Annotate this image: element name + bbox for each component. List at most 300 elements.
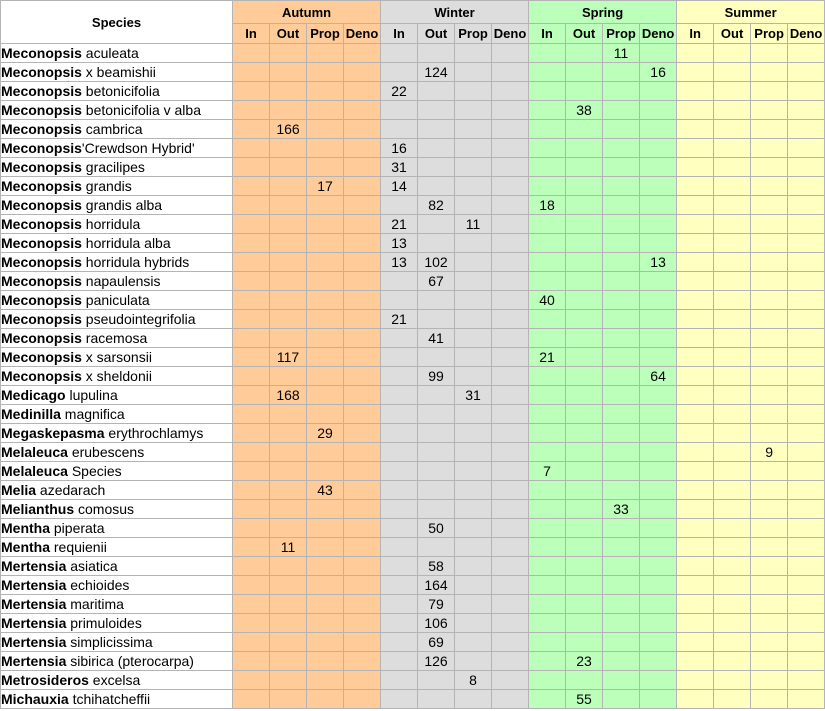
- subcolumn-header-summer-deno: Deno: [788, 24, 825, 44]
- value-cell-autumn-out: [270, 63, 307, 82]
- table-row: [1, 291, 825, 310]
- table-row: [1, 215, 825, 234]
- genus-name: Meconopsis: [1, 216, 82, 232]
- value-cell-spring-prop: [603, 348, 640, 367]
- value-cell-summer-in: [677, 557, 714, 576]
- value-cell-winter-deno: [492, 329, 529, 348]
- value-cell-summer-prop: [751, 519, 788, 538]
- value-cell-summer-deno: [788, 576, 825, 595]
- value-cell-summer-in: [677, 63, 714, 82]
- value-cell-spring-prop: [603, 538, 640, 557]
- species-epithet: piperata: [50, 520, 105, 536]
- value-cell-summer-in: [677, 253, 714, 272]
- value-cell-summer-out: [714, 671, 751, 690]
- value-cell-spring-out: [566, 272, 603, 291]
- value-cell-spring-in: 7: [529, 462, 566, 481]
- genus-name: Meconopsis: [1, 121, 82, 137]
- species-epithet: horridula: [81, 216, 141, 232]
- value-cell-winter-deno: [492, 443, 529, 462]
- value-cell-spring-deno: [640, 139, 677, 158]
- species-epithet: magnifica: [60, 406, 125, 422]
- value-cell-autumn-prop: [307, 557, 344, 576]
- value-cell-winter-out: [418, 386, 455, 405]
- value-cell-winter-out: 79: [418, 595, 455, 614]
- value-cell-autumn-deno: [344, 101, 381, 120]
- value-cell-summer-in: [677, 576, 714, 595]
- value-cell-summer-prop: [751, 652, 788, 671]
- value-cell-autumn-deno: [344, 557, 381, 576]
- value-cell-autumn-out: 168: [270, 386, 307, 405]
- value-cell-winter-prop: [455, 196, 492, 215]
- value-cell-winter-in: [381, 63, 418, 82]
- value-cell-autumn-deno: [344, 443, 381, 462]
- value-cell-winter-in: [381, 272, 418, 291]
- value-cell-spring-out: [566, 177, 603, 196]
- value-cell-winter-prop: [455, 367, 492, 386]
- value-cell-autumn-out: [270, 291, 307, 310]
- value-cell-winter-in: [381, 329, 418, 348]
- value-cell-spring-out: [566, 405, 603, 424]
- species-epithet: pseudointegrifolia: [81, 311, 196, 327]
- value-cell-summer-deno: [788, 367, 825, 386]
- value-cell-spring-out: [566, 538, 603, 557]
- subcolumn-header-spring-prop: Prop: [603, 24, 640, 44]
- table-row: [1, 367, 825, 386]
- value-cell-spring-out: [566, 595, 603, 614]
- genus-name: Michauxia: [1, 691, 69, 707]
- value-cell-winter-prop: [455, 481, 492, 500]
- subcolumn-header-autumn-in: In: [233, 24, 270, 44]
- species-name-cell: [1, 196, 233, 215]
- value-cell-autumn-prop: [307, 234, 344, 253]
- value-cell-winter-in: [381, 595, 418, 614]
- value-cell-winter-in: [381, 462, 418, 481]
- table-row: [1, 614, 825, 633]
- value-cell-spring-in: [529, 557, 566, 576]
- value-cell-spring-prop: [603, 443, 640, 462]
- value-cell-autumn-in: [233, 196, 270, 215]
- genus-name: Meconopsis: [1, 273, 82, 289]
- value-cell-autumn-out: [270, 519, 307, 538]
- value-cell-autumn-in: [233, 386, 270, 405]
- value-cell-winter-in: [381, 538, 418, 557]
- value-cell-winter-deno: [492, 500, 529, 519]
- value-cell-summer-in: [677, 405, 714, 424]
- value-cell-summer-in: [677, 82, 714, 101]
- value-cell-summer-deno: [788, 291, 825, 310]
- table-row: [1, 671, 825, 690]
- species-epithet: maritima: [66, 596, 124, 612]
- value-cell-autumn-deno: [344, 63, 381, 82]
- species-name-cell: [1, 576, 233, 595]
- value-cell-winter-deno: [492, 614, 529, 633]
- value-cell-summer-in: [677, 671, 714, 690]
- species-name-cell: [1, 595, 233, 614]
- species-epithet: x sarsonsii: [81, 349, 152, 365]
- value-cell-autumn-prop: [307, 82, 344, 101]
- value-cell-summer-out: [714, 215, 751, 234]
- table-row: [1, 82, 825, 101]
- species-name-cell: [1, 500, 233, 519]
- value-cell-winter-out: [418, 44, 455, 63]
- value-cell-winter-deno: [492, 196, 529, 215]
- value-cell-autumn-in: [233, 139, 270, 158]
- subcolumn-header-spring-in: In: [529, 24, 566, 44]
- value-cell-spring-in: [529, 595, 566, 614]
- value-cell-autumn-prop: 43: [307, 481, 344, 500]
- value-cell-winter-deno: [492, 272, 529, 291]
- value-cell-summer-in: [677, 443, 714, 462]
- value-cell-autumn-deno: [344, 272, 381, 291]
- value-cell-autumn-in: [233, 557, 270, 576]
- value-cell-spring-out: [566, 443, 603, 462]
- value-cell-autumn-in: [233, 424, 270, 443]
- species-name-cell: [1, 348, 233, 367]
- value-cell-spring-deno: 16: [640, 63, 677, 82]
- species-epithet: betonicifolia v alba: [81, 102, 201, 118]
- value-cell-autumn-prop: 17: [307, 177, 344, 196]
- value-cell-autumn-deno: [344, 671, 381, 690]
- value-cell-summer-out: [714, 576, 751, 595]
- value-cell-autumn-deno: [344, 614, 381, 633]
- value-cell-autumn-prop: [307, 215, 344, 234]
- species-epithet: horridula alba: [81, 235, 171, 251]
- value-cell-winter-deno: [492, 386, 529, 405]
- value-cell-spring-prop: [603, 158, 640, 177]
- value-cell-autumn-in: [233, 519, 270, 538]
- value-cell-autumn-prop: [307, 310, 344, 329]
- value-cell-winter-prop: [455, 272, 492, 291]
- value-cell-autumn-prop: [307, 405, 344, 424]
- value-cell-autumn-in: [233, 63, 270, 82]
- subcolumn-header-summer-in: In: [677, 24, 714, 44]
- value-cell-winter-prop: [455, 158, 492, 177]
- value-cell-winter-prop: [455, 44, 492, 63]
- value-cell-spring-out: [566, 671, 603, 690]
- value-cell-autumn-in: [233, 44, 270, 63]
- value-cell-winter-in: [381, 44, 418, 63]
- value-cell-autumn-deno: [344, 633, 381, 652]
- value-cell-summer-out: [714, 500, 751, 519]
- value-cell-summer-prop: [751, 291, 788, 310]
- value-cell-winter-out: [418, 101, 455, 120]
- genus-name: Meconopsis: [1, 178, 82, 194]
- value-cell-winter-prop: [455, 405, 492, 424]
- species-epithet: tchihatcheffii: [68, 691, 151, 707]
- season-header-spring: Spring: [529, 1, 677, 24]
- value-cell-summer-in: [677, 196, 714, 215]
- value-cell-spring-prop: [603, 367, 640, 386]
- value-cell-summer-out: [714, 44, 751, 63]
- genus-name: Meconopsis: [1, 64, 82, 80]
- value-cell-winter-deno: [492, 405, 529, 424]
- value-cell-winter-deno: [492, 215, 529, 234]
- value-cell-autumn-in: [233, 671, 270, 690]
- species-name-cell: [1, 690, 233, 709]
- value-cell-winter-out: [418, 690, 455, 709]
- value-cell-spring-prop: [603, 253, 640, 272]
- value-cell-winter-out: [418, 348, 455, 367]
- value-cell-winter-prop: 11: [455, 215, 492, 234]
- value-cell-autumn-in: [233, 310, 270, 329]
- value-cell-spring-prop: [603, 633, 640, 652]
- genus-name: Meconopsis: [1, 330, 82, 346]
- value-cell-spring-out: [566, 215, 603, 234]
- value-cell-spring-prop: [603, 291, 640, 310]
- value-cell-winter-out: [418, 82, 455, 101]
- value-cell-spring-prop: [603, 120, 640, 139]
- genus-name: Meconopsis: [1, 140, 82, 156]
- value-cell-spring-out: [566, 63, 603, 82]
- value-cell-autumn-out: [270, 652, 307, 671]
- value-cell-spring-prop: [603, 101, 640, 120]
- value-cell-spring-out: [566, 481, 603, 500]
- value-cell-summer-in: [677, 367, 714, 386]
- table-row: [1, 557, 825, 576]
- value-cell-autumn-out: [270, 82, 307, 101]
- value-cell-autumn-prop: [307, 690, 344, 709]
- value-cell-summer-out: [714, 633, 751, 652]
- value-cell-summer-deno: [788, 614, 825, 633]
- value-cell-summer-prop: [751, 614, 788, 633]
- value-cell-spring-in: [529, 386, 566, 405]
- value-cell-spring-out: [566, 367, 603, 386]
- value-cell-summer-in: [677, 44, 714, 63]
- table-row: [1, 253, 825, 272]
- value-cell-spring-out: [566, 462, 603, 481]
- value-cell-winter-in: [381, 614, 418, 633]
- value-cell-summer-in: [677, 386, 714, 405]
- value-cell-spring-out: [566, 519, 603, 538]
- species-name-cell: [1, 462, 233, 481]
- value-cell-autumn-prop: [307, 120, 344, 139]
- subcolumn-header-summer-prop: Prop: [751, 24, 788, 44]
- value-cell-autumn-prop: [307, 44, 344, 63]
- value-cell-spring-prop: [603, 82, 640, 101]
- species-name-cell: [1, 63, 233, 82]
- value-cell-summer-out: [714, 367, 751, 386]
- subcolumn-header-winter-out: Out: [418, 24, 455, 44]
- value-cell-summer-out: [714, 120, 751, 139]
- value-cell-spring-out: 23: [566, 652, 603, 671]
- value-cell-summer-out: [714, 614, 751, 633]
- value-cell-summer-out: [714, 424, 751, 443]
- genus-name: Mentha: [1, 539, 50, 555]
- value-cell-summer-prop: [751, 462, 788, 481]
- season-header-winter: Winter: [381, 1, 529, 24]
- value-cell-winter-out: 67: [418, 272, 455, 291]
- value-cell-winter-prop: [455, 557, 492, 576]
- value-cell-autumn-out: [270, 272, 307, 291]
- value-cell-autumn-deno: [344, 367, 381, 386]
- value-cell-winter-deno: [492, 519, 529, 538]
- species-name-cell: [1, 386, 233, 405]
- value-cell-autumn-deno: [344, 538, 381, 557]
- table-row: [1, 690, 825, 709]
- genus-name: Mertensia: [1, 558, 67, 574]
- value-cell-spring-deno: [640, 329, 677, 348]
- value-cell-summer-prop: [751, 101, 788, 120]
- value-cell-spring-deno: [640, 44, 677, 63]
- value-cell-summer-prop: [751, 500, 788, 519]
- value-cell-autumn-out: [270, 158, 307, 177]
- value-cell-summer-deno: [788, 234, 825, 253]
- value-cell-winter-out: [418, 481, 455, 500]
- value-cell-autumn-out: [270, 310, 307, 329]
- value-cell-spring-deno: [640, 462, 677, 481]
- value-cell-spring-in: [529, 101, 566, 120]
- genus-name: Mertensia: [1, 653, 67, 669]
- value-cell-winter-out: [418, 310, 455, 329]
- value-cell-summer-prop: [751, 671, 788, 690]
- value-cell-winter-deno: [492, 481, 529, 500]
- value-cell-spring-prop: [603, 576, 640, 595]
- value-cell-autumn-deno: [344, 519, 381, 538]
- value-cell-autumn-in: [233, 690, 270, 709]
- value-cell-spring-deno: [640, 633, 677, 652]
- species-name-cell: [1, 291, 233, 310]
- value-cell-summer-out: [714, 63, 751, 82]
- value-cell-spring-in: 40: [529, 291, 566, 310]
- value-cell-spring-out: 55: [566, 690, 603, 709]
- value-cell-winter-deno: [492, 557, 529, 576]
- table-body: [1, 44, 825, 709]
- species-epithet: simplicissima: [66, 634, 153, 650]
- value-cell-summer-out: [714, 462, 751, 481]
- subcolumn-header-winter-prop: Prop: [455, 24, 492, 44]
- value-cell-winter-out: 106: [418, 614, 455, 633]
- species-name-cell: [1, 253, 233, 272]
- species-name-cell: [1, 557, 233, 576]
- value-cell-summer-in: [677, 215, 714, 234]
- value-cell-winter-prop: [455, 424, 492, 443]
- value-cell-winter-prop: [455, 63, 492, 82]
- value-cell-summer-out: [714, 690, 751, 709]
- value-cell-summer-deno: [788, 633, 825, 652]
- value-cell-autumn-deno: [344, 348, 381, 367]
- value-cell-winter-in: [381, 500, 418, 519]
- value-cell-summer-deno: [788, 500, 825, 519]
- value-cell-summer-in: [677, 291, 714, 310]
- value-cell-spring-deno: [640, 576, 677, 595]
- value-cell-spring-prop: [603, 424, 640, 443]
- species-epithet: excelsa: [88, 672, 141, 688]
- value-cell-spring-deno: [640, 500, 677, 519]
- value-cell-winter-prop: [455, 234, 492, 253]
- value-cell-spring-out: [566, 576, 603, 595]
- value-cell-summer-deno: [788, 481, 825, 500]
- value-cell-autumn-out: [270, 234, 307, 253]
- value-cell-autumn-in: [233, 652, 270, 671]
- value-cell-summer-in: [677, 158, 714, 177]
- table-row: [1, 443, 825, 462]
- value-cell-spring-in: [529, 443, 566, 462]
- value-cell-summer-deno: [788, 158, 825, 177]
- value-cell-autumn-deno: [344, 139, 381, 158]
- table-row: [1, 386, 825, 405]
- value-cell-spring-out: [566, 348, 603, 367]
- value-cell-spring-in: [529, 139, 566, 158]
- value-cell-winter-out: 41: [418, 329, 455, 348]
- species-epithet: cambrica: [81, 121, 143, 137]
- value-cell-spring-prop: 11: [603, 44, 640, 63]
- value-cell-spring-in: [529, 177, 566, 196]
- value-cell-winter-out: [418, 443, 455, 462]
- value-cell-autumn-prop: [307, 462, 344, 481]
- value-cell-autumn-out: [270, 101, 307, 120]
- species-epithet: comosus: [74, 501, 135, 517]
- value-cell-summer-in: [677, 101, 714, 120]
- value-cell-autumn-deno: [344, 652, 381, 671]
- value-cell-autumn-in: [233, 481, 270, 500]
- species-name-cell: [1, 101, 233, 120]
- value-cell-summer-in: [677, 481, 714, 500]
- value-cell-autumn-in: [233, 215, 270, 234]
- value-cell-autumn-in: [233, 158, 270, 177]
- value-cell-summer-deno: [788, 82, 825, 101]
- genus-name: Meconopsis: [1, 235, 82, 251]
- season-header-autumn: Autumn: [233, 1, 381, 24]
- value-cell-spring-out: [566, 44, 603, 63]
- value-cell-winter-prop: [455, 595, 492, 614]
- value-cell-autumn-deno: [344, 253, 381, 272]
- value-cell-spring-out: [566, 386, 603, 405]
- value-cell-summer-deno: [788, 44, 825, 63]
- value-cell-autumn-in: [233, 177, 270, 196]
- value-cell-spring-in: [529, 576, 566, 595]
- value-cell-spring-in: [529, 652, 566, 671]
- value-cell-summer-deno: [788, 139, 825, 158]
- value-cell-summer-out: [714, 158, 751, 177]
- value-cell-spring-in: [529, 329, 566, 348]
- value-cell-summer-in: [677, 462, 714, 481]
- value-cell-summer-deno: [788, 652, 825, 671]
- value-cell-winter-deno: [492, 253, 529, 272]
- value-cell-winter-out: [418, 120, 455, 139]
- table-row: [1, 633, 825, 652]
- subcolumn-header-winter-in: In: [381, 24, 418, 44]
- value-cell-autumn-in: [233, 633, 270, 652]
- value-cell-summer-in: [677, 310, 714, 329]
- species-epithet: erythrochlamys: [104, 425, 204, 441]
- value-cell-spring-prop: [603, 519, 640, 538]
- value-cell-winter-deno: [492, 424, 529, 443]
- value-cell-summer-out: [714, 253, 751, 272]
- value-cell-summer-in: [677, 519, 714, 538]
- subcolumn-header-autumn-deno: Deno: [344, 24, 381, 44]
- value-cell-winter-prop: 31: [455, 386, 492, 405]
- species-name-cell: [1, 177, 233, 196]
- value-cell-autumn-prop: [307, 614, 344, 633]
- table-row: [1, 652, 825, 671]
- value-cell-autumn-in: [233, 291, 270, 310]
- genus-name: Meconopsis: [1, 83, 82, 99]
- value-cell-summer-deno: [788, 671, 825, 690]
- value-cell-spring-prop: [603, 272, 640, 291]
- value-cell-summer-in: [677, 272, 714, 291]
- value-cell-winter-in: 14: [381, 177, 418, 196]
- value-cell-autumn-in: [233, 234, 270, 253]
- species-name-cell: [1, 424, 233, 443]
- value-cell-spring-in: [529, 82, 566, 101]
- table-row: [1, 329, 825, 348]
- genus-name: Mentha: [1, 520, 50, 536]
- value-cell-winter-deno: [492, 348, 529, 367]
- value-cell-winter-deno: [492, 63, 529, 82]
- value-cell-summer-in: [677, 177, 714, 196]
- value-cell-spring-out: [566, 424, 603, 443]
- value-cell-winter-in: [381, 481, 418, 500]
